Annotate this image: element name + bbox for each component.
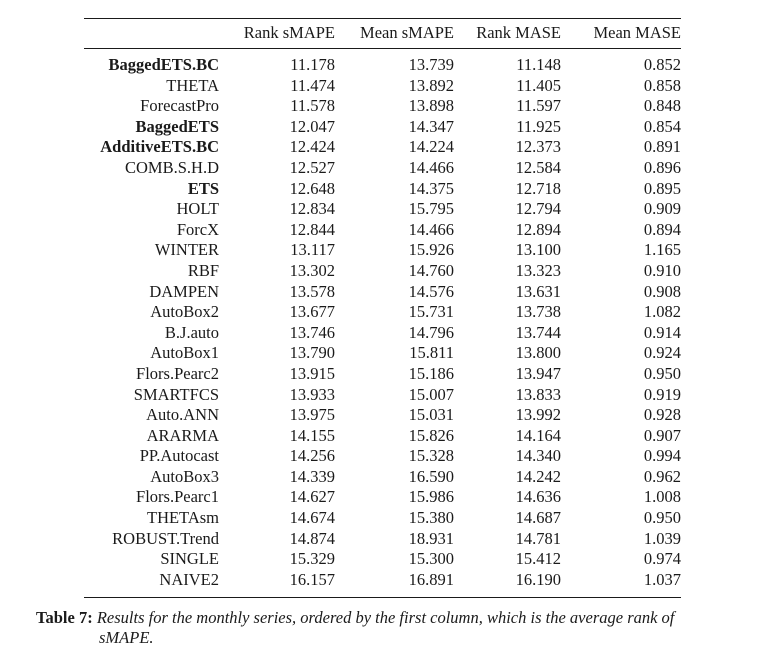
rank-mase-cell: 14.636	[515, 487, 561, 507]
table-row	[84, 508, 681, 529]
caption-text-line1: Results for the monthly series, ordered by the first column, which is the average rank of	[96, 608, 675, 627]
rank-mase-cell: 12.373	[515, 137, 561, 157]
mean-smape-cell: 15.926	[408, 240, 454, 260]
table-row	[84, 549, 681, 570]
mean-mase-cell: 0.894	[643, 219, 681, 239]
mean-mase-cell: 0.852	[643, 55, 681, 74]
method-cell: AutoBox3	[150, 466, 219, 486]
rank-smape-cell: 13.790	[289, 343, 335, 363]
method-cell: COMB.S.H.D	[125, 157, 219, 177]
rank-mase-cell: 13.100	[515, 240, 561, 260]
rank-mase-cell: 12.794	[515, 199, 561, 219]
mean-mase-cell: 0.994	[643, 446, 681, 466]
method-cell: Flors.Pearc2	[136, 363, 219, 383]
mean-smape-cell: 14.576	[408, 281, 454, 301]
rank-mase-cell: 13.323	[515, 260, 561, 280]
mean-smape-cell: 13.898	[408, 96, 454, 116]
rank-smape-cell: 16.157	[289, 569, 335, 589]
mean-smape-cell: 15.795	[408, 199, 454, 219]
rank-mase-cell: 12.584	[515, 157, 561, 177]
mean-mase-cell: 0.962	[643, 466, 681, 486]
method-cell: BaggedETS.BC	[108, 55, 219, 74]
rank-mase-cell: 14.781	[515, 528, 561, 548]
method-cell: BaggedETS	[135, 116, 219, 136]
mean-smape-cell: 14.375	[408, 178, 454, 198]
rank-smape-cell: 11.178	[290, 55, 335, 74]
method-cell: SMARTFCS	[133, 384, 219, 404]
method-cell: DAMPEN	[149, 281, 219, 301]
method-cell: THETA	[166, 75, 219, 95]
mean-smape-cell: 13.739	[408, 55, 454, 74]
table-row	[84, 282, 681, 303]
rank-mase-cell: 13.738	[515, 302, 561, 322]
table-row	[84, 467, 681, 488]
mean-mase-cell: 0.858	[643, 75, 681, 95]
rank-smape-cell: 12.527	[289, 157, 335, 177]
rank-smape-cell: 14.256	[289, 446, 335, 466]
mean-smape-cell: 16.891	[408, 569, 454, 589]
rank-mase-cell: 11.925	[516, 116, 561, 136]
mean-mase-cell: 1.082	[643, 302, 681, 322]
rank-smape-cell: 14.339	[289, 466, 335, 486]
rank-mase-cell: 12.894	[515, 219, 561, 239]
rank-smape-cell: 13.933	[289, 384, 335, 404]
table-row	[84, 343, 681, 364]
table-row	[84, 137, 681, 158]
rank-mase-cell: 14.164	[515, 425, 561, 445]
method-cell: AutoBox1	[150, 343, 219, 363]
mean-mase-cell: 0.914	[643, 322, 681, 342]
mean-mase-cell: 0.891	[643, 137, 681, 157]
rank-smape-cell: 13.915	[289, 363, 335, 383]
results-table	[84, 18, 681, 598]
table-row	[84, 302, 681, 323]
mean-mase-cell: 1.008	[643, 487, 681, 507]
mean-mase-cell: 1.165	[643, 240, 681, 260]
header-rank-mase: Rank MASE	[476, 23, 561, 43]
table-body	[84, 49, 681, 598]
rank-smape-cell: 12.047	[289, 116, 335, 136]
table-row	[84, 158, 681, 179]
mean-smape-cell: 15.031	[408, 405, 454, 425]
rank-smape-cell: 14.874	[289, 528, 335, 548]
table-row	[84, 570, 681, 598]
table-row	[84, 199, 681, 220]
mean-smape-cell: 14.466	[408, 219, 454, 239]
rank-smape-cell: 13.975	[289, 405, 335, 425]
rank-mase-cell: 13.744	[515, 322, 561, 342]
mean-mase-cell: 0.896	[643, 157, 681, 177]
rank-smape-cell: 15.329	[289, 549, 335, 569]
table-row	[84, 426, 681, 447]
mean-mase-cell: 0.950	[643, 508, 681, 528]
mean-smape-cell: 15.731	[408, 302, 454, 322]
mean-smape-cell: 15.186	[408, 363, 454, 383]
rank-mase-cell: 14.242	[515, 466, 561, 486]
results-table-container	[84, 18, 681, 598]
rank-smape-cell: 12.844	[289, 219, 335, 239]
header-rank-smape: Rank sMAPE	[243, 23, 335, 43]
mean-smape-cell: 16.590	[408, 466, 454, 486]
rank-smape-cell: 12.424	[289, 137, 335, 157]
rank-smape-cell: 13.117	[290, 240, 335, 260]
rank-smape-cell: 13.578	[289, 281, 335, 301]
table-row	[84, 261, 681, 282]
mean-mase-cell: 1.039	[643, 528, 681, 548]
method-cell: ARARMA	[146, 425, 219, 445]
rank-mase-cell: 16.190	[515, 569, 561, 589]
rank-mase-cell: 13.631	[515, 281, 561, 301]
table-caption	[36, 608, 741, 648]
rank-smape-cell: 12.834	[289, 199, 335, 219]
method-cell: AdditiveETS.BC	[100, 137, 219, 157]
caption-text-line2: sMAPE.	[99, 628, 154, 647]
mean-mase-cell: 0.924	[643, 343, 681, 363]
rank-smape-cell: 13.302	[289, 260, 335, 280]
rank-smape-cell: 14.674	[289, 508, 335, 528]
mean-mase-cell: 0.910	[643, 260, 681, 280]
method-cell: WINTER	[154, 240, 219, 260]
table-row	[84, 405, 681, 426]
rank-mase-cell: 14.340	[515, 446, 561, 466]
mean-smape-cell: 14.347	[408, 116, 454, 136]
rank-smape-cell: 13.677	[289, 302, 335, 322]
mean-smape-cell: 15.811	[409, 343, 454, 363]
method-cell: ForcX	[176, 219, 219, 239]
mean-smape-cell: 13.892	[408, 75, 454, 95]
mean-mase-cell: 0.919	[643, 384, 681, 404]
mean-smape-cell: 14.796	[408, 322, 454, 342]
rank-smape-cell: 13.746	[289, 322, 335, 342]
method-cell: PP.Autocast	[139, 446, 219, 466]
mean-smape-cell: 15.826	[408, 425, 454, 445]
header-mean-mase: Mean MASE	[593, 23, 681, 43]
rank-mase-cell: 11.597	[516, 96, 561, 116]
mean-smape-cell: 15.300	[408, 549, 454, 569]
mean-mase-cell: 0.854	[643, 116, 681, 136]
rank-mase-cell: 14.687	[515, 508, 561, 528]
rank-mase-cell: 15.412	[515, 549, 561, 569]
method-cell: AutoBox2	[150, 302, 219, 322]
rank-smape-cell: 11.578	[290, 96, 335, 116]
table-row	[84, 323, 681, 344]
mean-mase-cell: 1.037	[643, 569, 681, 589]
table-row	[84, 220, 681, 241]
method-cell: ETS	[187, 178, 219, 198]
header-mean-smape: Mean sMAPE	[360, 23, 454, 43]
table-row	[84, 76, 681, 97]
caption-label: Table 7:	[36, 608, 93, 627]
mean-smape-cell: 14.224	[408, 137, 454, 157]
mean-smape-cell: 18.931	[408, 528, 454, 548]
rank-mase-cell: 13.947	[515, 363, 561, 383]
table-row	[84, 49, 681, 76]
mean-mase-cell: 0.974	[643, 549, 681, 569]
rank-mase-cell: 11.405	[516, 75, 561, 95]
mean-mase-cell: 0.908	[643, 281, 681, 301]
table-row	[84, 117, 681, 138]
method-cell: ForecastPro	[140, 96, 219, 116]
mean-smape-cell: 15.380	[408, 508, 454, 528]
method-cell: SINGLE	[160, 549, 219, 569]
rank-mase-cell: 13.992	[515, 405, 561, 425]
table-row	[84, 179, 681, 200]
table-row	[84, 446, 681, 467]
table-row	[84, 385, 681, 406]
mean-mase-cell: 0.950	[643, 363, 681, 383]
rank-mase-cell: 13.800	[515, 343, 561, 363]
rank-smape-cell: 12.648	[289, 178, 335, 198]
mean-smape-cell: 15.986	[408, 487, 454, 507]
method-cell: ROBUST.Trend	[112, 528, 219, 548]
table-row	[84, 96, 681, 117]
method-cell: Auto.ANN	[146, 405, 219, 425]
rank-smape-cell: 14.627	[289, 487, 335, 507]
mean-smape-cell: 14.760	[408, 260, 454, 280]
table-row	[84, 240, 681, 261]
rank-mase-cell: 11.148	[516, 55, 561, 74]
rank-mase-cell: 13.833	[515, 384, 561, 404]
method-cell: NAIVE2	[159, 569, 219, 589]
mean-mase-cell: 0.909	[643, 199, 681, 219]
method-cell: Flors.Pearc1	[136, 487, 219, 507]
header-method	[84, 19, 219, 49]
mean-smape-cell: 15.328	[408, 446, 454, 466]
mean-smape-cell: 15.007	[408, 384, 454, 404]
mean-mase-cell: 0.928	[643, 405, 681, 425]
table-header-row	[84, 19, 681, 49]
method-cell: RBF	[187, 260, 219, 280]
table-row	[84, 364, 681, 385]
method-cell: B.J.auto	[164, 322, 219, 342]
table-row	[84, 529, 681, 550]
method-cell: THETAsm	[146, 508, 219, 528]
rank-mase-cell: 12.718	[515, 178, 561, 198]
mean-mase-cell: 0.895	[643, 178, 681, 198]
table-row	[84, 487, 681, 508]
rank-smape-cell: 14.155	[289, 425, 335, 445]
mean-mase-cell: 0.848	[643, 96, 681, 116]
method-cell: HOLT	[176, 199, 219, 219]
rank-smape-cell: 11.474	[290, 75, 335, 95]
mean-mase-cell: 0.907	[643, 425, 681, 445]
mean-smape-cell: 14.466	[408, 157, 454, 177]
